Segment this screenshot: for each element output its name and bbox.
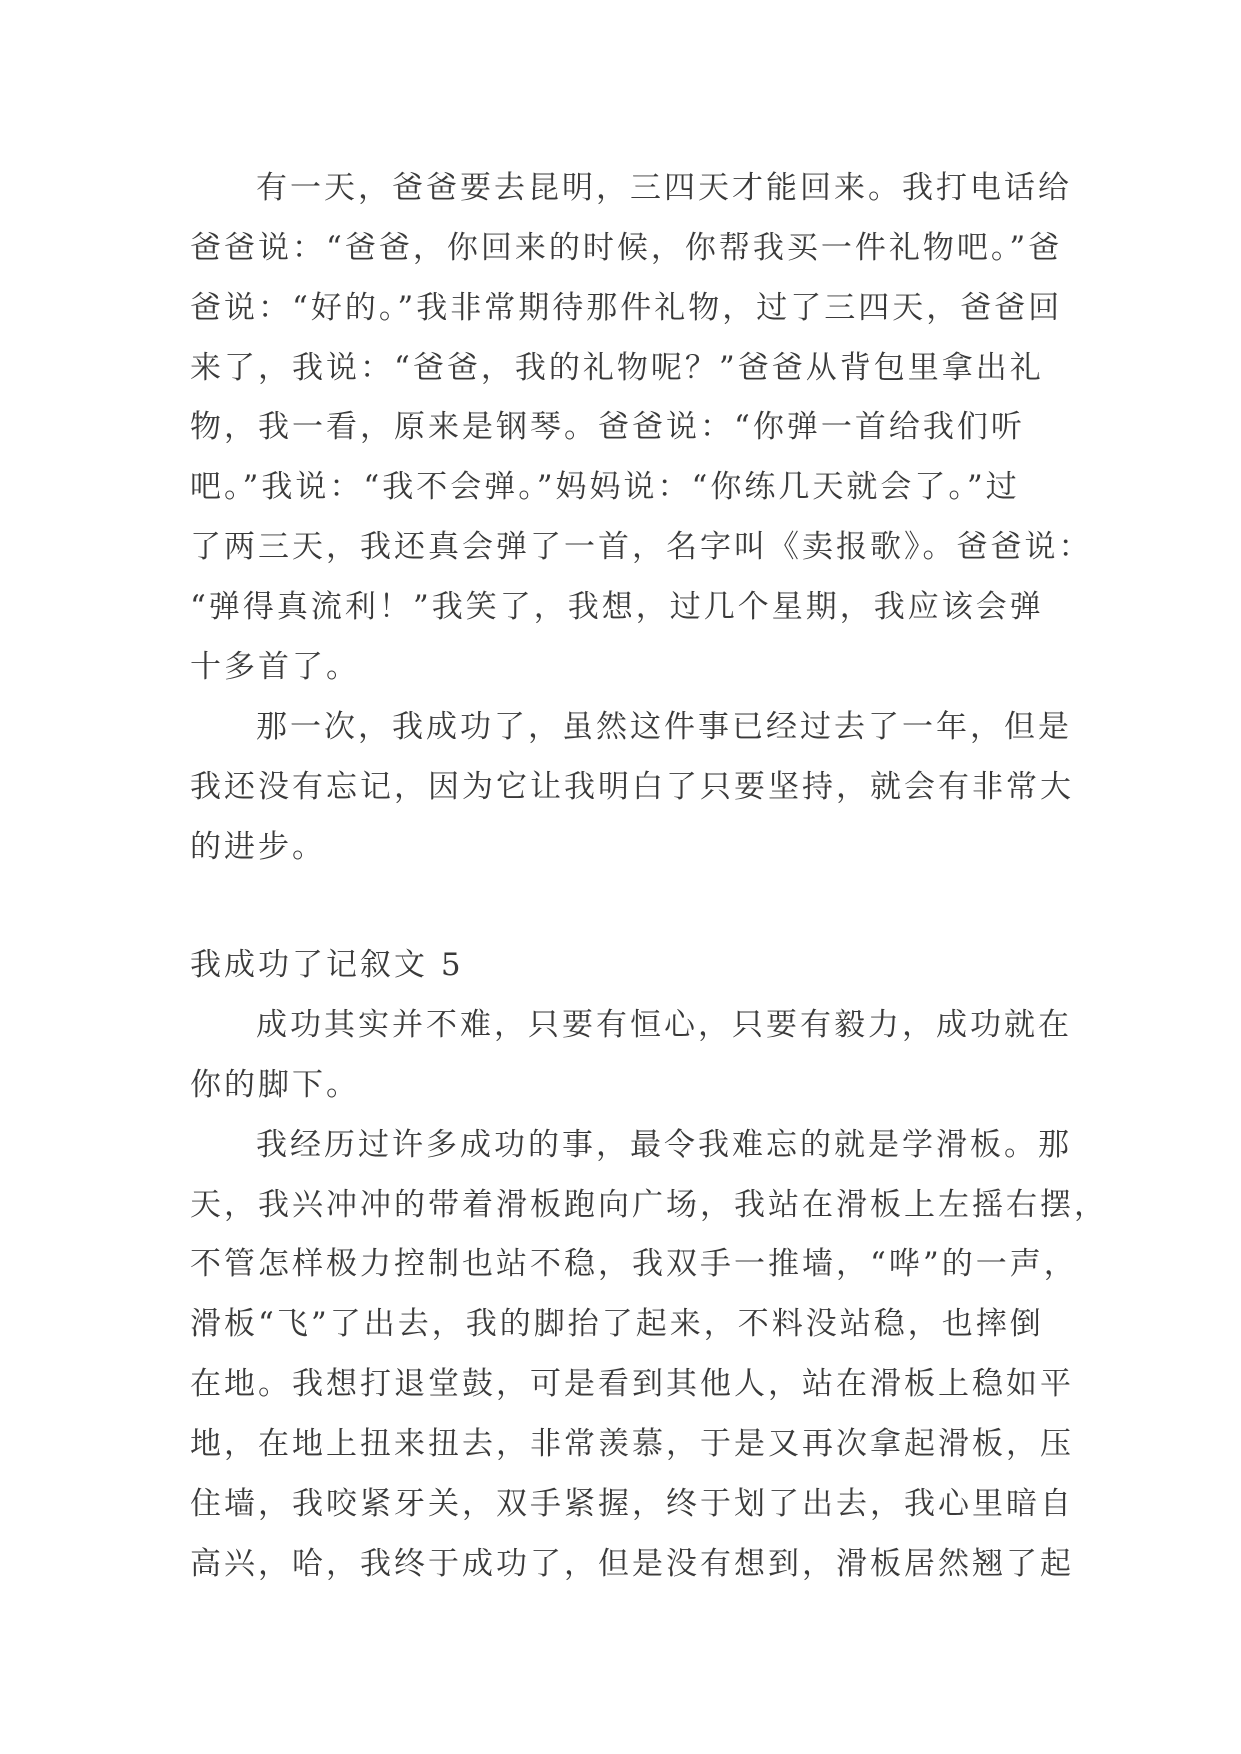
paragraph-line: 了两三天，我还真会弹了一首，名字叫《卖报歌》。爸爸说： — [190, 529, 1093, 565]
paragraph-line: 来了，我说：“爸爸，我的礼物呢？”爸爸从背包里拿出礼 — [190, 350, 1044, 386]
paragraph-line: 吧。”我说：“我不会弹。”妈妈说：“你练几天就会了。”过 — [190, 469, 1020, 505]
paragraph-line: 成功其实并不难，只要有恒心，只要有毅力，成功就在 — [256, 1007, 1072, 1043]
paragraph-line: 在地。我想打退堂鼓，可是看到其他人，站在滑板上稳如平 — [190, 1366, 1074, 1402]
section-heading: 我成功了记叙文 5 — [190, 947, 464, 983]
paragraph-line: 天，我兴冲冲的带着滑板跑向广场，我站在滑板上左摇右摆， — [190, 1187, 1108, 1223]
paragraph-line: 住墙，我咬紧牙关，双手紧握，终于划了出去，我心里暗自 — [190, 1486, 1074, 1522]
paragraph-line: 物，我一看，原来是钢琴。爸爸说：“你弹一首给我们听 — [190, 409, 1025, 445]
paragraph-line: 高兴，哈，我终于成功了，但是没有想到，滑板居然翘了起 — [190, 1546, 1074, 1582]
paragraph-line: 爸爸说：“爸爸，你回来的时候，你帮我买一件礼物吧。”爸 — [190, 230, 1063, 266]
paragraph-line: 爸说：“好的。”我非常期待那件礼物，过了三四天，爸爸回 — [190, 290, 1063, 326]
paragraph-line: 我还没有忘记，因为它让我明白了只要坚持，就会有非常大 — [190, 769, 1074, 805]
paragraph-line: 滑板“飞”了出去，我的脚抬了起来，不料没站稳，也摔倒 — [190, 1306, 1044, 1342]
paragraph-line: 的进步。 — [190, 829, 326, 865]
paragraph-line: 那一次，我成功了，虽然这件事已经过去了一年，但是 — [256, 709, 1072, 745]
paragraph-line: 地，在地上扭来扭去，非常羡慕，于是又再次拿起滑板，压 — [190, 1426, 1074, 1462]
paragraph-line: 有一天，爸爸要去昆明，三四天才能回来。我打电话给 — [256, 170, 1072, 206]
paragraph-line: 不管怎样极力控制也站不稳，我双手一推墙，“哗”的一声， — [190, 1246, 1078, 1282]
paragraph-line: 我经历过许多成功的事，最令我难忘的就是学滑板。那 — [256, 1127, 1072, 1163]
paragraph-line: 十多首了。 — [190, 649, 360, 685]
paragraph-line: 你的脚下。 — [190, 1067, 360, 1103]
paragraph-line: “弹得真流利！”我笑了，我想，过几个星期，我应该会弹 — [190, 589, 1044, 625]
